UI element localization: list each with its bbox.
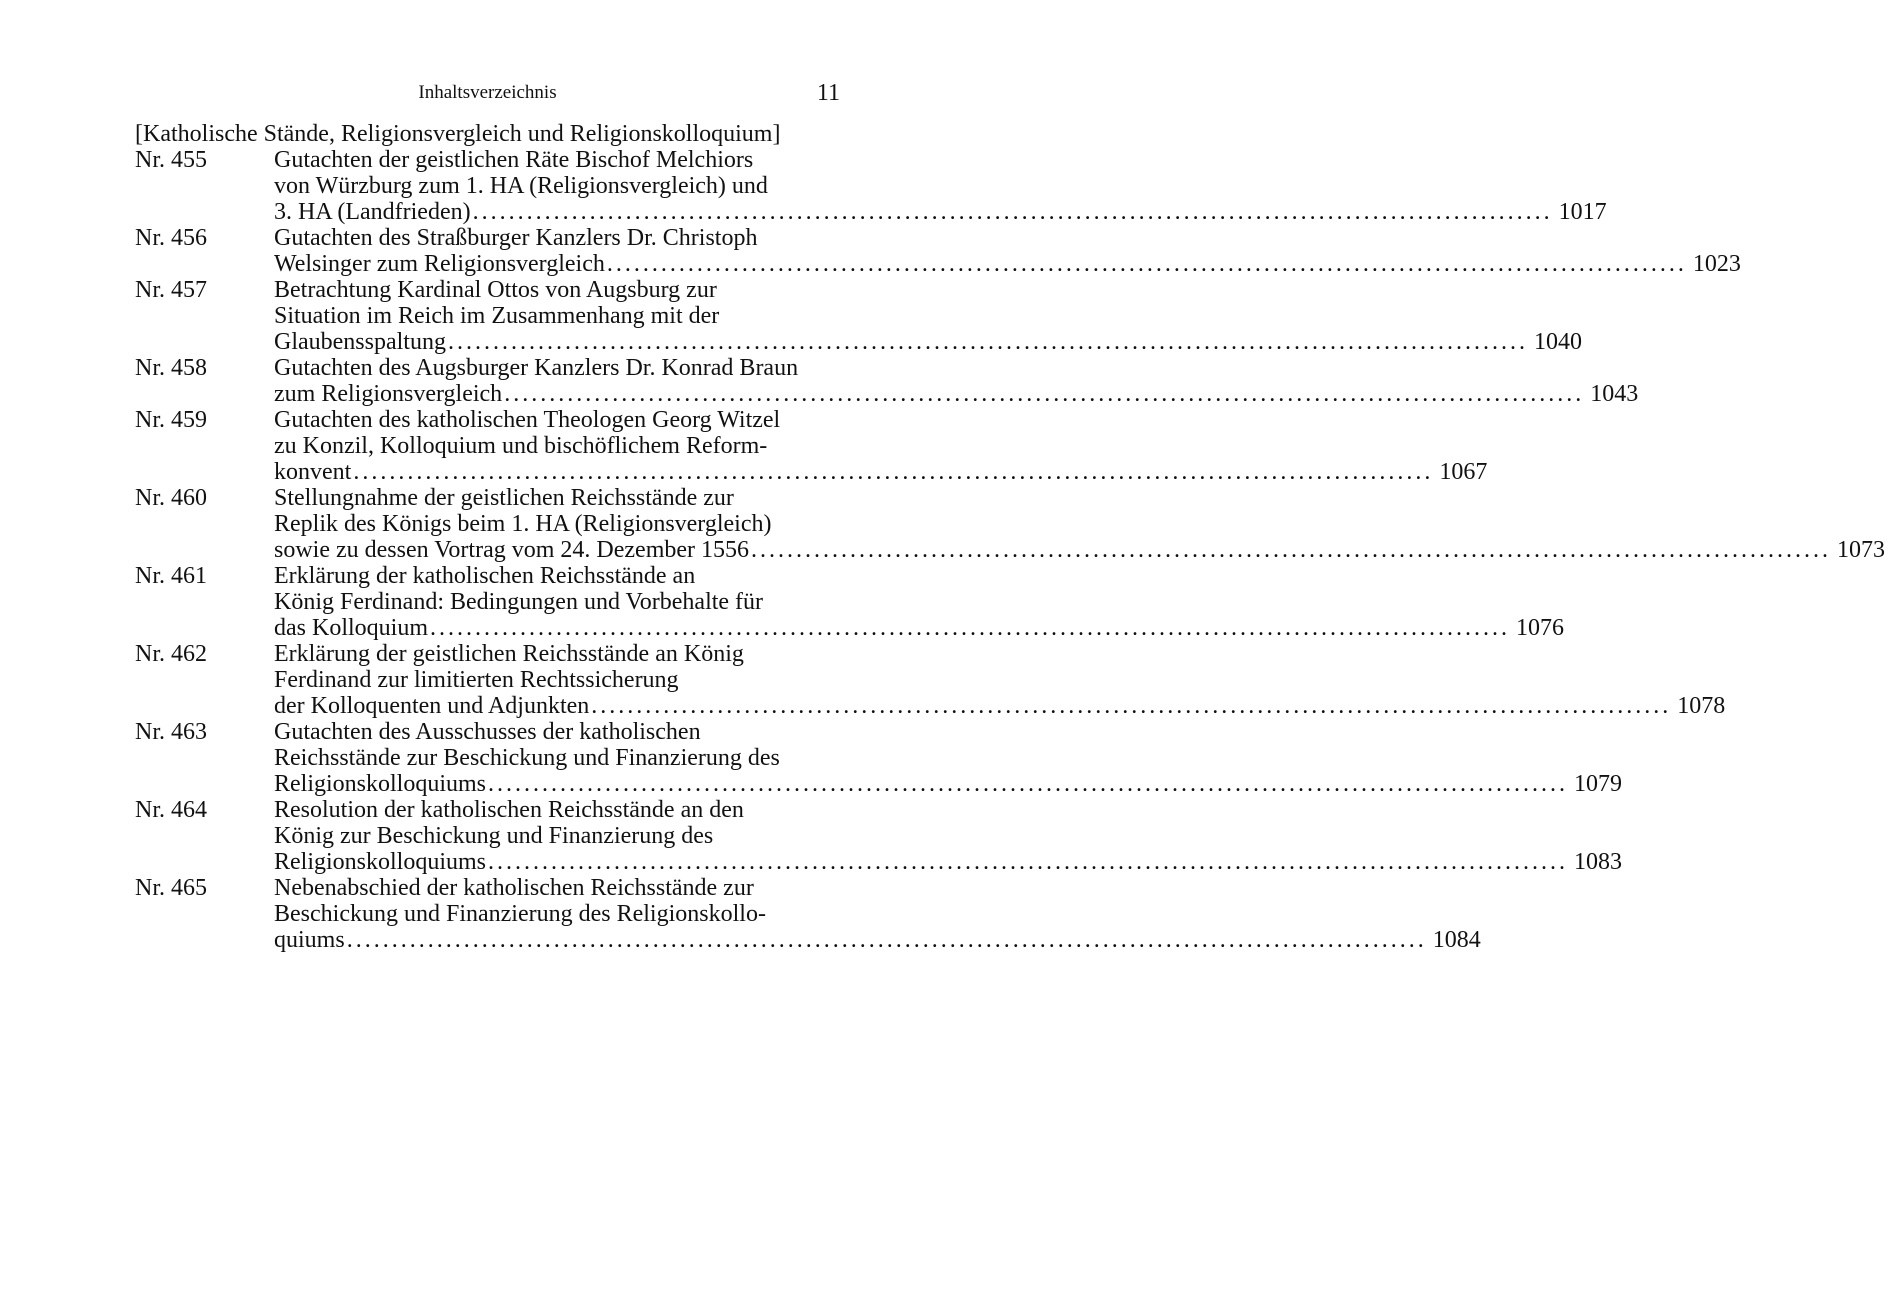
- entry-number: Nr. 465: [135, 875, 207, 901]
- entry-title-line: der Kolloquenten und Adjunkten: [274, 693, 590, 719]
- entry-last-line: [274, 381, 1639, 407]
- toc-entry[interactable]: [135, 355, 1639, 407]
- entry-title-line: Erklärung der geistlichen Reichsstände an König: [274, 641, 744, 667]
- entry-number: Nr. 459: [135, 407, 207, 433]
- dot-leader: ........................................................................................................................: [591, 693, 1672, 719]
- entry-title-line: König Ferdinand: Bedingungen und Vorbehalte für: [274, 589, 764, 615]
- entry-number: Nr. 456: [135, 225, 207, 251]
- entry-last-line: [274, 199, 1607, 225]
- entry-title-line: von Würzburg zum 1. HA (Religionsvergleich) und: [274, 173, 768, 199]
- entry-title-line: Gutachten des Ausschusses der katholischen: [274, 719, 701, 745]
- entry-page-number: 1073: [1837, 537, 1885, 563]
- entry-page-number: 1076: [1516, 615, 1564, 641]
- running-head: [135, 78, 840, 108]
- entry-title-line: Religionskolloquiums: [274, 849, 487, 875]
- entry-title-line: Erklärung der katholischen Reichsstände an: [274, 563, 696, 589]
- toc-entry[interactable]: [135, 277, 1582, 355]
- entry-page-number: 1079: [1574, 771, 1623, 797]
- entry-last-line: [274, 849, 1623, 875]
- entry-title-line: Resolution der katholischen Reichsstände an den: [274, 797, 744, 823]
- entry-number: Nr. 455: [135, 147, 207, 173]
- entry-number: Nr. 461: [135, 563, 207, 589]
- entry-title-line: Ferdinand zur limitierten Rechtssicherung: [274, 667, 679, 693]
- entry-number: Nr. 460: [135, 485, 207, 511]
- entry-title-line: quiums: [274, 927, 345, 953]
- section-heading: [Katholische Stände, Religionsvergleich und Religionskolloquium]: [135, 121, 781, 147]
- entry-title: [274, 563, 1564, 641]
- entry-title: [274, 407, 1488, 485]
- entry-last-line: [274, 615, 1564, 641]
- page-number: 11: [816, 80, 840, 106]
- entry-title-line: sowie zu dessen Vortrag vom 24. Dezember 1556: [274, 537, 750, 563]
- entry-title-line: zu Konzil, Kolloquium und bischöflichem Reform-: [274, 433, 768, 459]
- entry-title-line: Glaubensspaltung: [274, 329, 446, 355]
- entry-number: Nr. 464: [135, 797, 207, 823]
- toc-entry[interactable]: [135, 797, 1623, 875]
- entry-title: [274, 797, 1623, 875]
- toc-entry[interactable]: [135, 641, 1726, 719]
- entry-number: Nr. 458: [135, 355, 207, 381]
- entry-page-number: 1017: [1558, 199, 1607, 225]
- table-of-contents: [135, 121, 1885, 953]
- entry-title-line: Reichsstände zur Beschickung und Finanzierung des: [274, 745, 780, 771]
- entry-title: [274, 875, 1481, 953]
- dot-leader: ........................................................................................................................: [751, 537, 1832, 563]
- entry-title-line: Religionskolloquiums: [274, 771, 487, 797]
- entry-last-line: [274, 693, 1726, 719]
- entry-title-line: Stellungnahme der geistlichen Reichsstände zur: [274, 485, 734, 511]
- entry-last-line: [274, 329, 1582, 355]
- entry-last-line: [274, 459, 1488, 485]
- entry-page-number: 1023: [1692, 251, 1741, 277]
- dot-leader: ........................................................................................................................: [606, 251, 1687, 277]
- toc-entry[interactable]: [135, 875, 1481, 953]
- toc-entry[interactable]: [135, 147, 1607, 225]
- entry-title-line: Beschickung und Finanzierung des Religionskollo-: [274, 901, 766, 927]
- entry-title: [274, 355, 1639, 407]
- dot-leader: ........................................................................................................................: [504, 381, 1585, 407]
- entry-title: [274, 719, 1623, 797]
- toc-entry[interactable]: [135, 719, 1623, 797]
- entry-title-line: Gutachten der geistlichen Räte Bischof Melchiors: [274, 147, 754, 173]
- dot-leader: ........................................................................................................................: [472, 199, 1553, 225]
- entry-page-number: 1043: [1590, 381, 1639, 407]
- entry-page-number: 1084: [1432, 927, 1481, 953]
- dot-leader: ........................................................................................................................: [353, 459, 1434, 485]
- dot-leader: ........................................................................................................................: [346, 927, 1427, 953]
- entry-title-line: 3. HA (Landfrieden): [274, 199, 471, 225]
- dot-leader: ........................................................................................................................: [488, 771, 1569, 797]
- entry-title-line: Gutachten des Straßburger Kanzlers Dr. Christoph: [274, 225, 758, 251]
- toc-entry[interactable]: [135, 563, 1564, 641]
- entry-title: [274, 225, 1741, 277]
- entry-page-number: 1078: [1677, 693, 1726, 719]
- entry-page-number: 1083: [1574, 849, 1623, 875]
- entry-last-line: [274, 251, 1741, 277]
- entry-title-line: Situation im Reich im Zusammenhang mit der: [274, 303, 720, 329]
- entry-title: [274, 641, 1726, 719]
- entry-title-line: Nebenabschied der katholischen Reichsstände zur: [274, 875, 754, 901]
- entry-number: Nr. 462: [135, 641, 207, 667]
- toc-entry[interactable]: [135, 407, 1488, 485]
- entry-last-line: [274, 771, 1623, 797]
- toc-entry[interactable]: [135, 225, 1741, 277]
- entry-title-line: Betrachtung Kardinal Ottos von Augsburg zur: [274, 277, 717, 303]
- entry-title: [274, 277, 1582, 355]
- entry-title-line: das Kolloquium: [274, 615, 428, 641]
- entry-title-line: konvent: [274, 459, 352, 485]
- dot-leader: ........................................................................................................................: [447, 329, 1528, 355]
- entry-number: Nr. 457: [135, 277, 207, 303]
- entry-title-line: König zur Beschickung und Finanzierung des: [274, 823, 714, 849]
- entry-last-line: [274, 537, 1885, 563]
- running-head-title: Inhaltsverzeichnis: [418, 82, 557, 103]
- toc-entries: [135, 147, 1885, 953]
- entry-title-line: Gutachten des Augsburger Kanzlers Dr. Konrad Braun: [274, 355, 799, 381]
- entry-page-number: 1067: [1439, 459, 1488, 485]
- entry-title: [274, 147, 1607, 225]
- entry-title-line: zum Religionsvergleich: [274, 381, 503, 407]
- entry-number: Nr. 463: [135, 719, 207, 745]
- entry-last-line: [274, 927, 1481, 953]
- entry-page-number: 1040: [1533, 329, 1582, 355]
- entry-title-line: Replik des Königs beim 1. HA (Religionsvergleich): [274, 511, 772, 537]
- entry-title: [274, 485, 1885, 563]
- dot-leader: ........................................................................................................................: [430, 615, 1510, 641]
- entry-title-line: Welsinger zum Religionsvergleich: [274, 251, 605, 277]
- entry-title-line: Gutachten des katholischen Theologen Georg Witzel: [274, 407, 781, 433]
- toc-entry[interactable]: [135, 485, 1885, 563]
- dot-leader: ........................................................................................................................: [488, 849, 1569, 875]
